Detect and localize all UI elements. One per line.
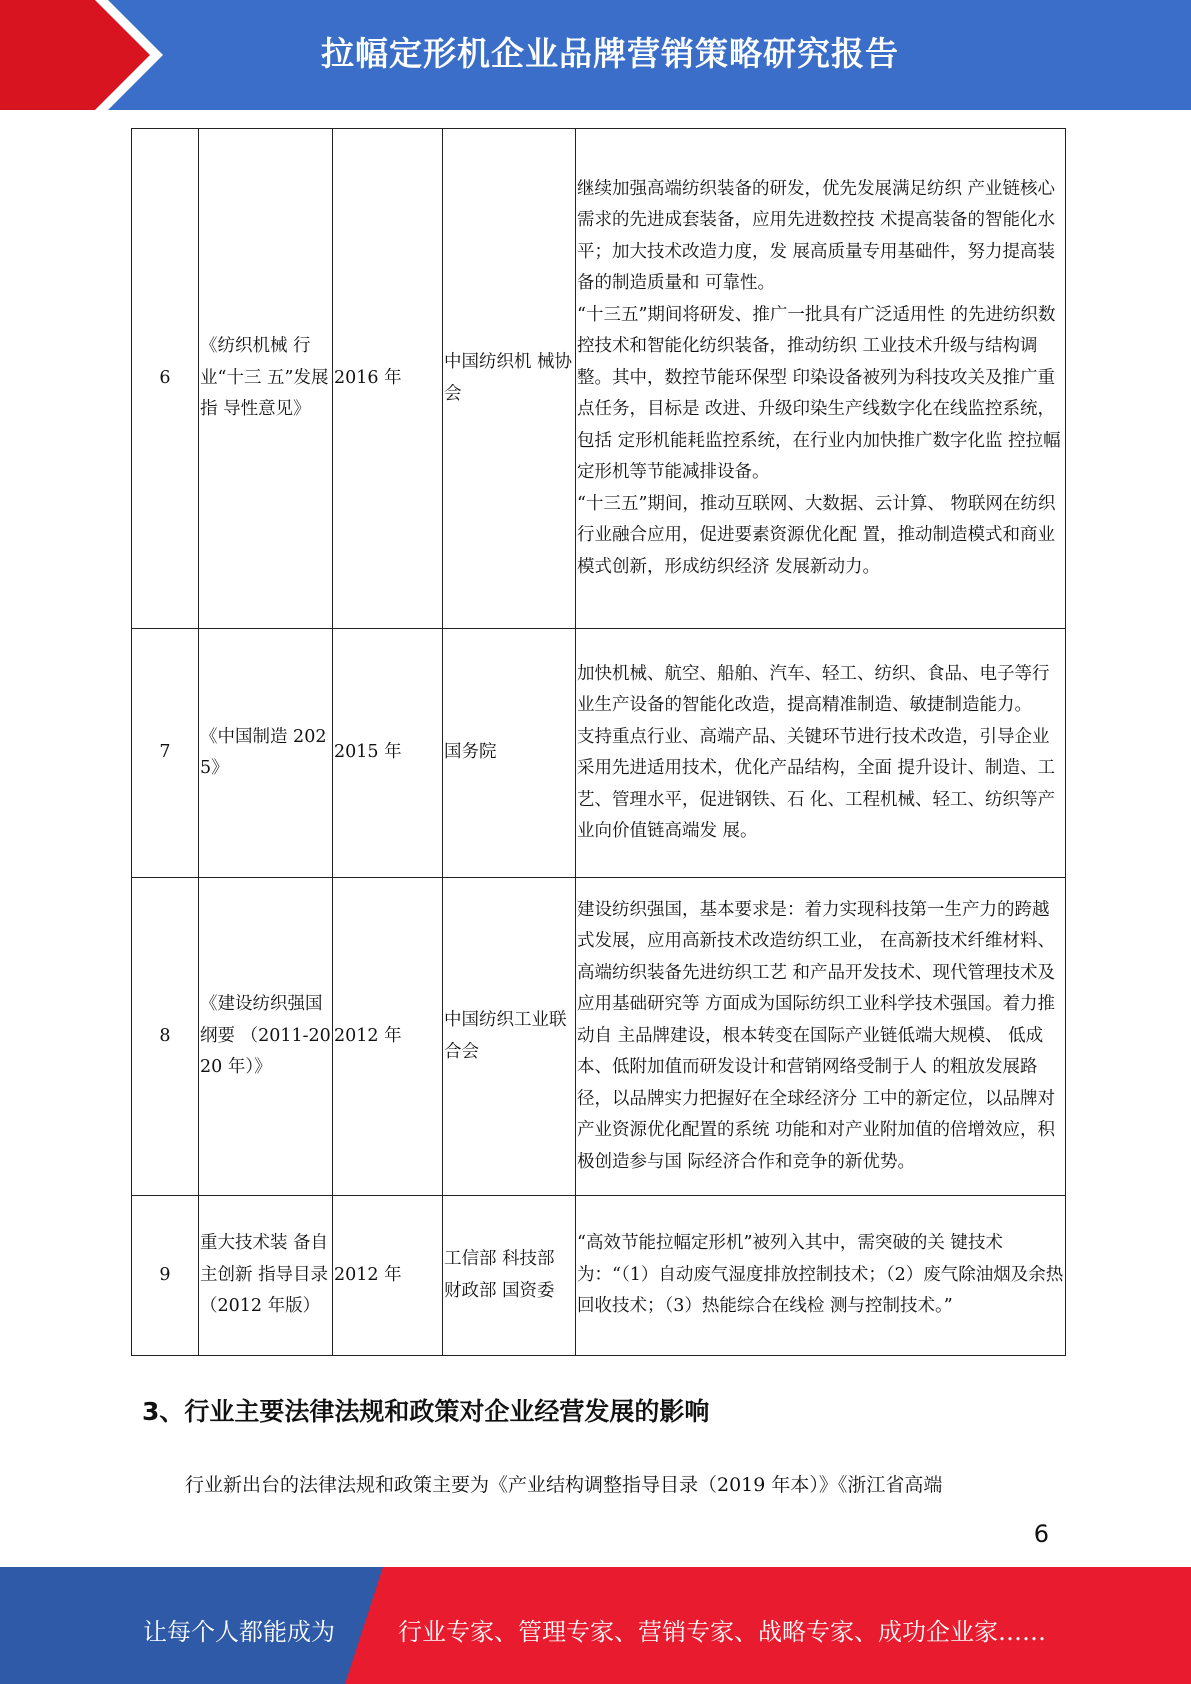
content-paragraph: “十三五”期间将研发、推广一批具有广泛适用性 的先进纺织数控技术和智能化纺织装备，推动纺织 工业技术升级与结构调整。其中，数控节能环保型 印染设备被列为科技攻关及推广重点任务，目标是 改进、升级印染生产线数字化在线监控系统，包括 定形机能耗监控系统，在行业内加快推广数字化监 控拉幅定形机等节能减排设备。	[577, 304, 1061, 483]
body-paragraph: 行业新出台的法律法规和政策主要为《产业结构调整指导目录（2019 年本）》《浙江省高端	[185, 1474, 943, 1496]
content-paragraph: “高效节能拉幅定形机”被列入其中，需突破的关 键技术为：“（1）自动废气湿度排放控制技术；（2）废气除油烟及余热回收技术；（3）热能综合在线检 测与控制技术。”	[577, 1233, 1064, 1317]
table-row	[132, 878, 1066, 1196]
issuing-org: 中国纺织工业联合会	[443, 878, 576, 1196]
issuing-org: 国务院	[443, 629, 576, 878]
row-number: 9	[132, 1196, 199, 1356]
page-number: 6	[1033, 1520, 1049, 1548]
policy-year: 2015 年	[333, 629, 443, 878]
content-paragraph: 加快机械、航空、船舶、汽车、轻工、纺织、食品、电子等行业生产设备的智能化改造，提高精准制造、敏捷制造能力。	[577, 663, 1050, 715]
content-paragraph: 继续加强高端纺织装备的研发，优先发展满足纺织 产业链核心需求的先进成套装备，应用先进数控技 术提高装备的智能化水平；加大技术改造力度，发 展高质量专用基础件，努力提高装备的制造质量和 可靠性。	[577, 178, 1056, 294]
policy-name: 重大技术装 备自主创新 指导目录（2012 年版）	[199, 1196, 333, 1356]
page-header	[0, 0, 1191, 110]
table-row	[132, 1196, 1066, 1356]
header-red-arrow	[0, 0, 150, 110]
policy-content	[576, 129, 1066, 629]
policy-name: 《纺织机械 行业“十三 五”发展指 导性意见》	[199, 129, 333, 629]
row-number: 6	[132, 129, 199, 629]
policy-table	[131, 128, 1066, 1356]
policy-content	[576, 629, 1066, 878]
issuing-org: 中国纺织机 械协会	[443, 129, 576, 629]
table-row	[132, 129, 1066, 629]
policy-year: 2012 年	[333, 878, 443, 1196]
table-row	[132, 629, 1066, 878]
footer-slogan-left: 让每个人都能成为	[143, 1618, 335, 1646]
report-title: 拉幅定形机企业品牌营销策略研究报告	[321, 34, 899, 73]
row-number: 8	[132, 878, 199, 1196]
section-heading: 3、行业主要法律法规和政策对企业经营发展的影响	[142, 1397, 710, 1426]
policy-content	[576, 878, 1066, 1196]
policy-content	[576, 1196, 1066, 1356]
content-paragraph: “十三五”期间，推动互联网、大数据、云计算、 物联网在纺织行业融合应用，促进要素资源优化配 置，推动制造模式和商业模式创新，形成纺织经济 发展新动力。	[577, 493, 1056, 577]
policy-name: 《建设纺织强国纲要 （2011-2020 年）》	[199, 878, 333, 1196]
policy-year: 2016 年	[333, 129, 443, 629]
content-paragraph: 支持重点行业、高端产品、关键环节进行技术改造，引导企业采用先进适用技术，优化产品结构，全面 提升设计、制造、工艺、管理水平，促进钢铁、石 化、工程机械、轻工、纺织等产业向价值链高端发 展。	[577, 726, 1056, 841]
policy-year: 2012 年	[333, 1196, 443, 1356]
row-number: 7	[132, 629, 199, 878]
footer-slogan-right: 行业专家、管理专家、营销专家、战略专家、成功企业家……	[398, 1618, 1046, 1646]
policy-name: 《中国制造 2025》	[199, 629, 333, 878]
content-paragraph: 建设纺织强国，基本要求是：着力实现科技第一生产力的跨越式发展，应用高新技术改造纺织工业， 在高新技术纤维材料、高端纺织装备先进纺织工艺 和产品开发技术、现代管理技术及应用基础研究等 方面成为国际纺织工业科学技术强国。着力推动自 主品牌建设，根本转变在国际产业链低端大规模、 低成本、低附加值而研发设计和营销网络受制于人 的粗放发展路径，以品牌实力把握好在全球经济分 工中的新定位，以品牌对产业资源优化配置的系统 功能和对产业附加值的倍增效应，积极创造参与国 际经济合作和竞争的新优势。	[577, 899, 1056, 1172]
issuing-org: 工信部 科技部 财政部 国资委	[443, 1196, 576, 1356]
